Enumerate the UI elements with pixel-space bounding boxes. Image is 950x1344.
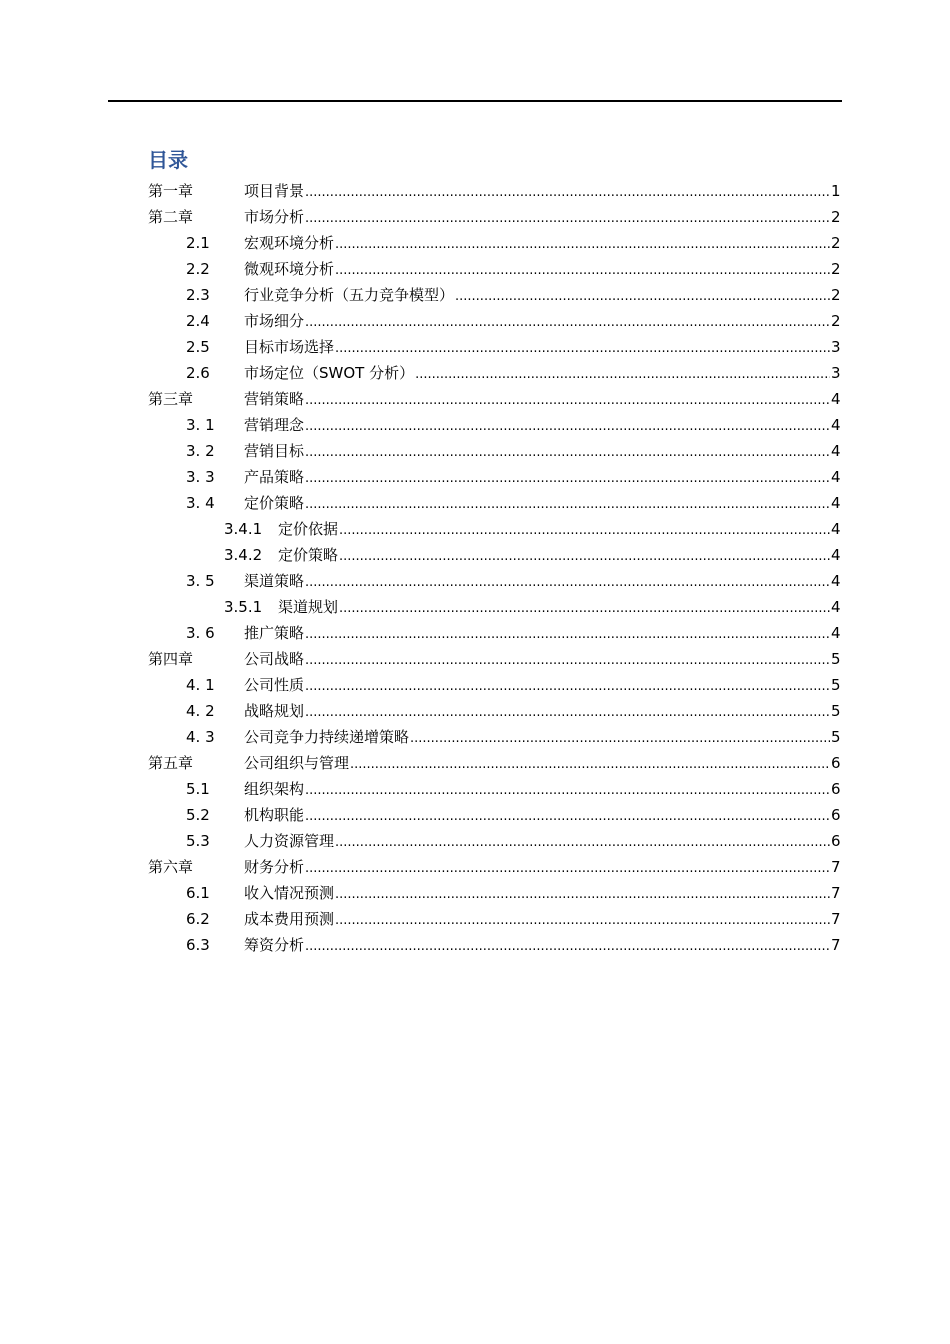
toc-entry-page-number: 4 bbox=[830, 568, 840, 594]
toc-entry-page-number: 2 bbox=[830, 308, 840, 334]
toc-entry[interactable] bbox=[148, 620, 840, 646]
toc-dot-leader bbox=[305, 180, 830, 206]
toc-entry-body bbox=[244, 698, 840, 726]
toc-entry-body bbox=[244, 802, 840, 830]
toc-dot-leader bbox=[305, 804, 830, 830]
toc-entry[interactable] bbox=[148, 438, 840, 464]
toc-entry-number: 2.6 bbox=[186, 360, 214, 386]
toc-dot-leader bbox=[305, 622, 830, 648]
toc-dot-leader bbox=[335, 830, 830, 856]
toc-entry-number: 3. 5 bbox=[186, 568, 219, 594]
toc-title: 目录 bbox=[148, 148, 188, 172]
toc-entry[interactable] bbox=[148, 672, 840, 698]
toc-entry[interactable] bbox=[148, 490, 840, 516]
toc-entry-number: 5.3 bbox=[186, 828, 214, 854]
toc-entry-body bbox=[244, 178, 840, 206]
toc-entry[interactable] bbox=[148, 334, 840, 360]
toc-entry-body bbox=[244, 490, 840, 518]
toc-entry[interactable] bbox=[148, 360, 840, 386]
toc-entry[interactable] bbox=[148, 750, 840, 776]
toc-dot-leader bbox=[305, 648, 830, 674]
toc-entry-page-number: 6 bbox=[830, 802, 840, 828]
toc-entry[interactable] bbox=[148, 854, 840, 880]
toc-entry-number: 2.4 bbox=[186, 308, 214, 334]
toc-entry-body bbox=[244, 906, 840, 934]
toc-entry-number: 3. 3 bbox=[186, 464, 219, 490]
toc-entry[interactable] bbox=[148, 698, 840, 724]
toc-entry-body bbox=[244, 828, 840, 856]
toc-entry[interactable] bbox=[148, 282, 840, 308]
toc-entry-page-number: 3 bbox=[830, 334, 840, 360]
toc-entry-number: 2.5 bbox=[186, 334, 214, 360]
toc-entry[interactable] bbox=[148, 932, 840, 958]
toc-entry-number: 5.1 bbox=[186, 776, 214, 802]
toc-entry-page-number: 2 bbox=[830, 256, 840, 282]
toc-entry-label[interactable]: 收入情况预测 bbox=[244, 880, 335, 906]
toc-dot-leader bbox=[335, 336, 830, 362]
toc-dot-leader bbox=[339, 544, 830, 570]
header-rule bbox=[108, 100, 842, 102]
toc-entry-number: 6.2 bbox=[186, 906, 214, 932]
toc-entry-body bbox=[278, 542, 840, 570]
toc-entry-page-number: 4 bbox=[830, 438, 840, 464]
toc-entry[interactable] bbox=[148, 802, 840, 828]
toc-entry-label[interactable]: 宏观环境分析 bbox=[244, 230, 335, 256]
toc-dot-leader bbox=[410, 726, 830, 752]
toc-entry-page-number: 4 bbox=[830, 542, 840, 568]
toc-dot-leader bbox=[305, 440, 830, 466]
toc-entry[interactable] bbox=[148, 646, 840, 672]
toc-entry-number: 3. 4 bbox=[186, 490, 219, 516]
toc-entry-label[interactable]: 营销理念 bbox=[244, 412, 305, 438]
toc-entry-number: 3. 1 bbox=[186, 412, 219, 438]
toc-entry[interactable] bbox=[148, 178, 840, 204]
toc-entry[interactable] bbox=[148, 204, 840, 230]
toc-entry-number: 5.2 bbox=[186, 802, 214, 828]
toc-entry-label[interactable]: 战略规划 bbox=[244, 698, 305, 724]
toc-entry-number: 2.3 bbox=[186, 282, 214, 308]
toc-entry-number: 6.3 bbox=[186, 932, 214, 958]
toc-entry-label[interactable]: 定价策略 bbox=[278, 542, 339, 568]
toc-entry-page-number: 6 bbox=[830, 828, 840, 854]
toc-dot-leader bbox=[305, 856, 830, 882]
toc-entry-label[interactable]: 营销策略 bbox=[244, 386, 305, 412]
toc-entry-page-number: 2 bbox=[830, 282, 840, 308]
toc-dot-leader bbox=[305, 674, 830, 700]
toc-entry-label[interactable]: 市场分析 bbox=[244, 204, 305, 230]
toc-entry-body bbox=[244, 854, 840, 882]
toc-entry[interactable] bbox=[148, 594, 840, 620]
toc-dot-leader bbox=[305, 492, 830, 518]
table-of-contents bbox=[148, 178, 840, 958]
toc-entry[interactable] bbox=[148, 542, 840, 568]
toc-entry-number: 6.1 bbox=[186, 880, 214, 906]
toc-entry[interactable] bbox=[148, 308, 840, 334]
toc-entry-label[interactable]: 定价依据 bbox=[278, 516, 339, 542]
toc-entry[interactable] bbox=[148, 880, 840, 906]
toc-entry-page-number: 5 bbox=[830, 646, 840, 672]
toc-entry-page-number: 4 bbox=[830, 386, 840, 412]
toc-entry-page-number: 7 bbox=[830, 932, 840, 958]
toc-dot-leader bbox=[305, 414, 830, 440]
toc-entry-body bbox=[244, 256, 840, 284]
toc-entry-label[interactable]: 营销目标 bbox=[244, 438, 305, 464]
toc-entry-label[interactable]: 产品策略 bbox=[244, 464, 305, 490]
toc-entry-body bbox=[244, 724, 840, 752]
toc-dot-leader bbox=[335, 908, 830, 934]
toc-entry-body bbox=[244, 204, 840, 232]
toc-entry-body bbox=[244, 334, 840, 362]
toc-entry-body bbox=[244, 438, 840, 466]
toc-entry-number: 2.2 bbox=[186, 256, 214, 282]
toc-entry[interactable] bbox=[148, 516, 840, 542]
toc-entry-page-number: 6 bbox=[830, 750, 840, 776]
toc-entry-label[interactable]: 项目背景 bbox=[244, 178, 305, 204]
toc-entry-label[interactable]: 行业竞争分析（五力竞争模型） bbox=[244, 282, 455, 308]
toc-entry-label[interactable]: 推广策略 bbox=[244, 620, 305, 646]
toc-entry-number: 4. 2 bbox=[186, 698, 219, 724]
toc-entry-label[interactable]: 渠道规划 bbox=[278, 594, 339, 620]
toc-dot-leader bbox=[305, 778, 830, 804]
toc-entry-page-number: 4 bbox=[830, 490, 840, 516]
toc-entry-number: 4. 1 bbox=[186, 672, 219, 698]
toc-entry-label[interactable]: 财务分析 bbox=[244, 854, 305, 880]
toc-entry-label[interactable]: 成本费用预测 bbox=[244, 906, 335, 932]
toc-entry-body bbox=[244, 282, 840, 310]
toc-entry-page-number: 2 bbox=[830, 230, 840, 256]
toc-entry-number: 2.1 bbox=[186, 230, 214, 256]
toc-entry-label[interactable]: 人力资源管理 bbox=[244, 828, 335, 854]
toc-entry-number: 第三章 bbox=[148, 386, 197, 412]
toc-dot-leader bbox=[335, 882, 830, 908]
toc-entry-page-number: 4 bbox=[830, 620, 840, 646]
toc-entry[interactable] bbox=[148, 386, 840, 412]
toc-entry-number: 第一章 bbox=[148, 178, 197, 204]
toc-entry[interactable] bbox=[148, 724, 840, 750]
toc-entry-page-number: 5 bbox=[830, 672, 840, 698]
toc-dot-leader bbox=[339, 518, 830, 544]
toc-entry-label[interactable]: 机构职能 bbox=[244, 802, 305, 828]
toc-dot-leader bbox=[305, 310, 830, 336]
toc-entry-page-number: 4 bbox=[830, 464, 840, 490]
toc-dot-leader bbox=[305, 466, 830, 492]
toc-entry-label[interactable]: 公司组织与管理 bbox=[244, 750, 350, 776]
toc-entry-body bbox=[278, 594, 840, 622]
toc-entry-body bbox=[244, 360, 840, 388]
toc-dot-leader bbox=[305, 206, 830, 232]
toc-entry[interactable] bbox=[148, 776, 840, 802]
toc-entry-page-number: 3 bbox=[830, 360, 840, 386]
toc-dot-leader bbox=[350, 752, 830, 778]
toc-entry-number: 3.5.1 bbox=[224, 594, 266, 620]
toc-entry-page-number: 7 bbox=[830, 854, 840, 880]
toc-entry-label[interactable]: 渠道策略 bbox=[244, 568, 305, 594]
toc-entry-number: 第四章 bbox=[148, 646, 197, 672]
toc-entry-page-number: 5 bbox=[830, 724, 840, 750]
toc-entry[interactable] bbox=[148, 464, 840, 490]
toc-entry-label[interactable]: 公司竞争力持续递增策略 bbox=[244, 724, 410, 750]
toc-entry-body bbox=[244, 386, 840, 414]
toc-entry-page-number: 7 bbox=[830, 880, 840, 906]
toc-entry-page-number: 4 bbox=[830, 594, 840, 620]
toc-entry-label[interactable]: 市场定位（SWOT 分析） bbox=[244, 360, 415, 386]
toc-entry-label[interactable]: 公司战略 bbox=[244, 646, 305, 672]
toc-entry-page-number: 1 bbox=[830, 178, 840, 204]
toc-entry-label[interactable]: 目标市场选择 bbox=[244, 334, 335, 360]
toc-entry-body bbox=[244, 568, 840, 596]
toc-entry[interactable] bbox=[148, 230, 840, 256]
toc-entry-label[interactable]: 市场细分 bbox=[244, 308, 305, 334]
toc-entry-label[interactable]: 公司性质 bbox=[244, 672, 305, 698]
toc-entry-page-number: 5 bbox=[830, 698, 840, 724]
toc-entry-page-number: 7 bbox=[830, 906, 840, 932]
toc-entry-page-number: 2 bbox=[830, 204, 840, 230]
toc-entry-number: 3. 6 bbox=[186, 620, 219, 646]
toc-entry-number: 第六章 bbox=[148, 854, 197, 880]
toc-entry-number: 3.4.1 bbox=[224, 516, 266, 542]
toc-entry-number: 3.4.2 bbox=[224, 542, 266, 568]
toc-entry-label[interactable]: 定价策略 bbox=[244, 490, 305, 516]
toc-dot-leader bbox=[335, 258, 830, 284]
toc-entry[interactable] bbox=[148, 256, 840, 282]
toc-dot-leader bbox=[335, 232, 830, 258]
toc-entry-body bbox=[244, 464, 840, 492]
toc-entry-number: 第二章 bbox=[148, 204, 197, 230]
toc-entry-page-number: 4 bbox=[830, 412, 840, 438]
toc-entry-number: 4. 3 bbox=[186, 724, 219, 750]
toc-entry[interactable] bbox=[148, 906, 840, 932]
toc-entry-number: 3. 2 bbox=[186, 438, 219, 464]
toc-entry-body bbox=[244, 750, 840, 778]
toc-dot-leader bbox=[339, 596, 830, 622]
toc-entry-body bbox=[244, 646, 840, 674]
toc-entry-body bbox=[244, 672, 840, 700]
toc-entry-body bbox=[244, 880, 840, 908]
toc-dot-leader bbox=[415, 362, 830, 388]
toc-entry[interactable] bbox=[148, 828, 840, 854]
toc-entry-body bbox=[244, 776, 840, 804]
toc-entry-body bbox=[244, 230, 840, 258]
toc-entry-body bbox=[244, 620, 840, 648]
toc-dot-leader bbox=[305, 388, 830, 414]
toc-entry-page-number: 4 bbox=[830, 516, 840, 542]
toc-entry-label[interactable]: 微观环境分析 bbox=[244, 256, 335, 282]
toc-dot-leader bbox=[305, 570, 830, 596]
toc-entry-body bbox=[244, 932, 840, 960]
toc-dot-leader bbox=[305, 700, 830, 726]
toc-dot-leader bbox=[455, 284, 830, 310]
toc-dot-leader bbox=[305, 934, 830, 960]
toc-entry-label[interactable]: 筹资分析 bbox=[244, 932, 305, 958]
toc-entry-body bbox=[244, 412, 840, 440]
toc-entry-number: 第五章 bbox=[148, 750, 197, 776]
toc-entry-body bbox=[244, 308, 840, 336]
toc-entry[interactable] bbox=[148, 412, 840, 438]
toc-entry-label[interactable]: 组织架构 bbox=[244, 776, 305, 802]
toc-entry-body bbox=[278, 516, 840, 544]
toc-entry-page-number: 6 bbox=[830, 776, 840, 802]
toc-entry[interactable] bbox=[148, 568, 840, 594]
